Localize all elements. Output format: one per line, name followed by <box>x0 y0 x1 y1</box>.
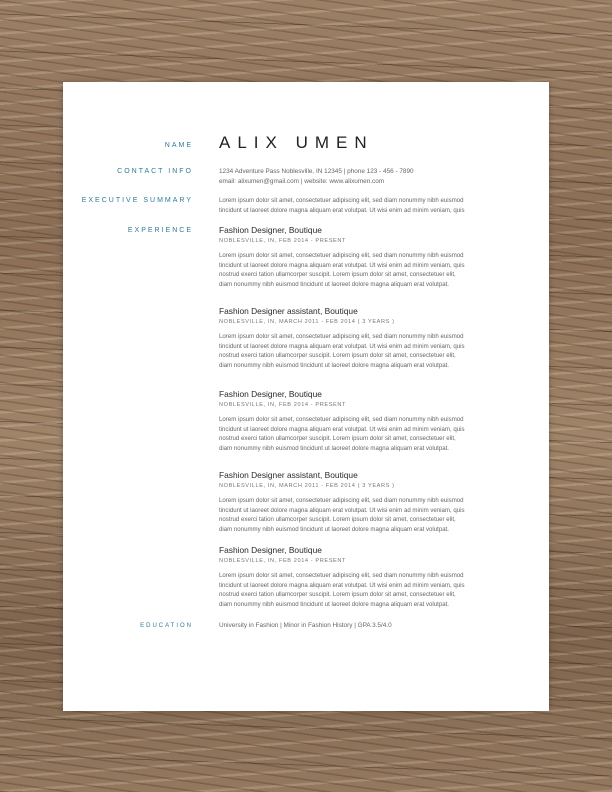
job-entry <box>219 225 489 289</box>
job-description <box>219 496 489 534</box>
name-label: NAME <box>164 142 193 149</box>
job-title: Fashion Designer, Boutique <box>219 545 322 555</box>
job-desc-line: tincidunt ut laoreet dolore magna aliquam erat volutpat. Ut wisi enim ad minim veniam, quis <box>219 342 465 350</box>
job-title: Fashion Designer, Boutique <box>219 389 322 399</box>
job-desc-line: Lorem ipsum dolor sit amet, consectetuer adipiscing elit, sed diam nonummy nibh euismod <box>219 572 464 579</box>
job-desc-line: nostrud exerci tation ullamcorper suscipit. Lorem ipsum dolor sit amet, consectetuer elit, <box>219 516 456 524</box>
summary-label: EXECUTIVE SUMMARY <box>81 197 193 204</box>
job-description <box>219 251 489 289</box>
job-meta: NOBLESVILLE, IN, FEB 2014 - PRESENT <box>219 558 347 564</box>
job-desc-line: diam nonummy nibh euismod tincidunt ut laoreet dolore magna aliquam erat volutpat. <box>219 600 450 608</box>
summary-line: tincidunt ut laoreet dolore magna aliquam erat volutpat. Ut wisi enim ad minim veniam, quis <box>219 206 465 214</box>
job-meta: NOBLESVILLE, IN, FEB 2014 - PRESENT <box>219 238 347 244</box>
resume-page <box>63 82 549 711</box>
contact-email-website: email: alixumen@gmail.com | website: www.alixumen.com <box>219 178 385 185</box>
job-description <box>219 571 489 609</box>
job-meta: NOBLESVILLE, IN, MARCH 2011 - FEB 2014 ( 3 YEARS ) <box>219 319 395 325</box>
job-desc-line: tincidunt ut laoreet dolore magna aliquam erat volutpat. Ut wisi enim ad minim veniam, quis <box>219 425 465 433</box>
job-desc-line: nostrud exerci tation ullamcorper suscipit. Lorem ipsum dolor sit amet, consectetuer elit, <box>219 435 456 443</box>
executive-summary <box>219 196 489 215</box>
job-desc-line: diam nonummy nibh euismod tincidunt ut laoreet dolore magna aliquam erat volutpat. <box>219 361 450 369</box>
job-desc-line: Lorem ipsum dolor sit amet, consectetuer adipiscing elit, sed diam nonummy nibh euismod <box>219 333 464 340</box>
job-desc-line: nostrud exerci tation ullamcorper suscipit. Lorem ipsum dolor sit amet, consectetuer elit, <box>219 271 456 279</box>
job-description <box>219 332 489 370</box>
job-desc-line: Lorem ipsum dolor sit amet, consectetuer adipiscing elit, sed diam nonummy nibh euismod <box>219 416 464 423</box>
job-title: Fashion Designer, Boutique <box>219 225 322 235</box>
job-desc-line: nostrud exerci tation ullamcorper suscipit. Lorem ipsum dolor sit amet, consectetuer elit, <box>219 591 456 599</box>
candidate-name: ALIX UMEN <box>219 133 374 152</box>
education-label: EDUCATION <box>140 623 193 629</box>
job-entry <box>219 306 489 370</box>
job-desc-line: tincidunt ut laoreet dolore magna aliquam erat volutpat. Ut wisi enim ad minim veniam, quis <box>219 581 465 589</box>
job-desc-line: tincidunt ut laoreet dolore magna aliquam erat volutpat. Ut wisi enim ad minim veniam, quis <box>219 261 465 269</box>
job-desc-line: tincidunt ut laoreet dolore magna aliquam erat volutpat. Ut wisi enim ad minim veniam, quis <box>219 506 465 514</box>
job-desc-line: Lorem ipsum dolor sit amet, consectetuer adipiscing elit, sed diam nonummy nibh euismod <box>219 252 464 259</box>
job-desc-line: Lorem ipsum dolor sit amet, consectetuer adipiscing elit, sed diam nonummy nibh euismod <box>219 497 464 504</box>
job-entry <box>219 389 489 453</box>
job-desc-line: diam nonummy nibh euismod tincidunt ut laoreet dolore magna aliquam erat volutpat. <box>219 444 450 452</box>
job-meta: NOBLESVILLE, IN, MARCH 2011 - FEB 2014 ( 3 YEARS ) <box>219 483 395 489</box>
job-description <box>219 415 489 453</box>
job-desc-line: diam nonummy nibh euismod tincidunt ut laoreet dolore magna aliquam erat volutpat. <box>219 280 450 288</box>
contact-label: CONTACT INFO <box>117 168 193 175</box>
contact-info <box>219 167 489 187</box>
job-title: Fashion Designer assistant, Boutique <box>219 306 358 316</box>
job-meta: NOBLESVILLE, IN, FEB 2014 - PRESENT <box>219 402 347 408</box>
job-entry <box>219 470 489 534</box>
summary-line: Lorem ipsum dolor sit amet, consectetuer adipiscing elit, sed diam nonummy nibh euismod <box>219 197 464 204</box>
contact-address-phone: 1234 Adventure Pass Noblesville, IN 12345 | phone 123 - 456 - 7890 <box>219 168 414 175</box>
job-entry <box>219 545 489 609</box>
education-info: University in Fashion | Minor in Fashion History | GPA 3.5/4.0 <box>219 622 392 629</box>
experience-label: EXPERIENCE <box>127 227 193 234</box>
job-title: Fashion Designer assistant, Boutique <box>219 470 358 480</box>
job-desc-line: nostrud exerci tation ullamcorper suscipit. Lorem ipsum dolor sit amet, consectetuer elit, <box>219 352 456 360</box>
job-desc-line: diam nonummy nibh euismod tincidunt ut laoreet dolore magna aliquam erat volutpat. <box>219 525 450 533</box>
